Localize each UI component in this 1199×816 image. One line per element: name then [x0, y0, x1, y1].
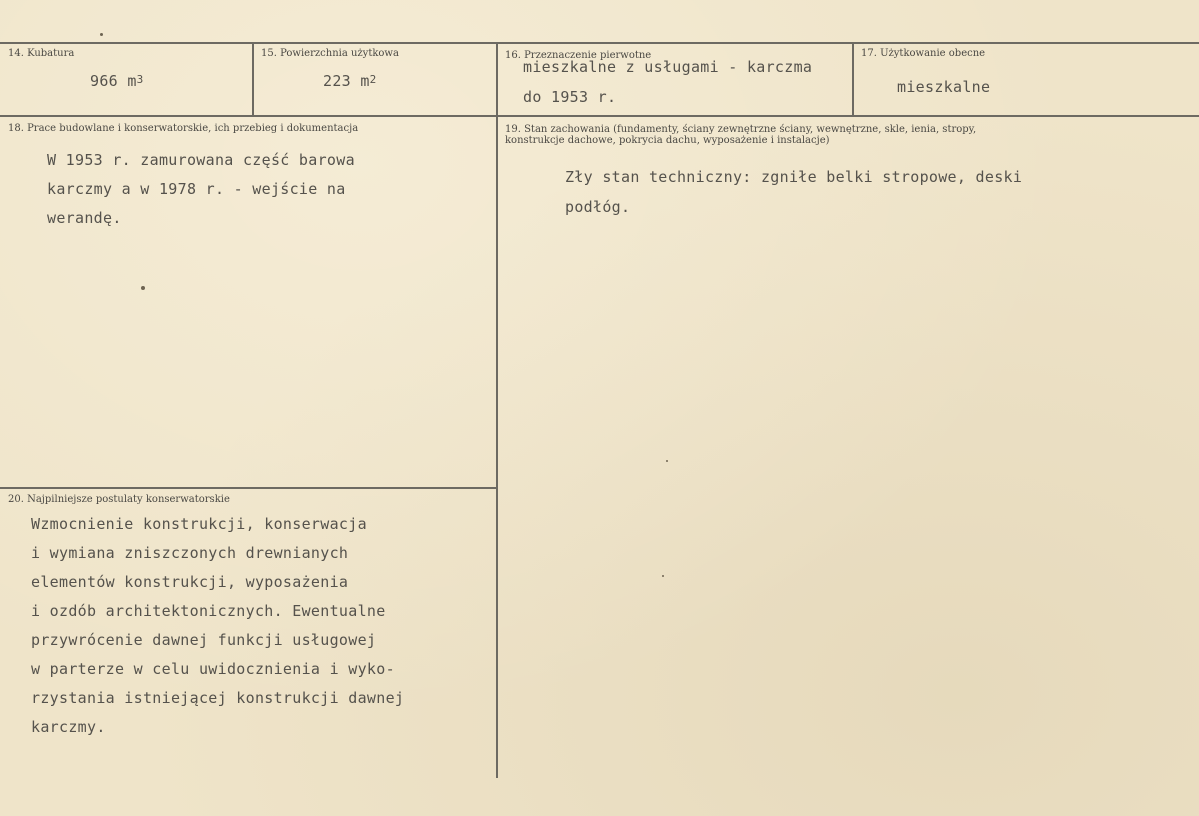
- field-19-label: 19. Stan zachowania (fundamenty, ściany zewnętrzne ściany, wewnętrzne, skle, ienia, stropy, konstrukcje dachowe, pokrycia dachu, wyposażenie i instalacje): [505, 124, 977, 146]
- row1-bottom-rule: [0, 115, 1199, 117]
- paper-speck: [100, 33, 103, 36]
- field-16-value: mieszkalne z usługami - karczma do 1953 r.: [523, 58, 813, 106]
- field-14-value: 966 $m^3$: [90, 72, 144, 90]
- paper-speck: [141, 286, 145, 290]
- top-rule: [0, 42, 1199, 44]
- col3-rule: [852, 42, 854, 117]
- paper-speck: [666, 460, 668, 462]
- field-16-label: 16. Przeznaczenie pierwotne: [505, 50, 652, 61]
- field-20-label: 20. Najpilniejsze postulaty konserwatorskie: [8, 494, 230, 505]
- box20-top-rule: [0, 487, 497, 489]
- field-15-label: 15. Powierzchnia użytkowa: [261, 48, 399, 59]
- field-15-value: 223 $m^2$: [323, 72, 377, 90]
- paper-speck: [662, 575, 664, 577]
- field-20-value: Wzmocnienie konstrukcji, konserwacja i wymiana zniszczonych drewnianych elementów konstrukcji, wyposażenia i ozdób architektonicznych. Ewentualne przywrócenie dawnej funkcji usługowej w parterze w celu uwidocznienia i wyko- rzystania istniejącej konstrukcji dawnej karczmy.: [31, 515, 405, 736]
- field-14-label: 14. Kubatura: [8, 48, 75, 59]
- field-18-label: 18. Prace budowlane i konserwatorskie, ich przebieg i dokumentacja: [8, 123, 359, 134]
- col2-rule: [496, 42, 498, 778]
- field-19-value: Zły stan techniczny: zgniłe belki stropowe, deski podłóg.: [565, 168, 1023, 216]
- field-17-value: mieszkalne: [897, 78, 991, 96]
- col1-rule: [252, 42, 254, 117]
- field-18-value: W 1953 r. zamurowana część barowa karczmy a w 1978 r. - wejście na werandę.: [47, 151, 355, 227]
- field-17-label: 17. Użytkowanie obecne: [861, 48, 986, 59]
